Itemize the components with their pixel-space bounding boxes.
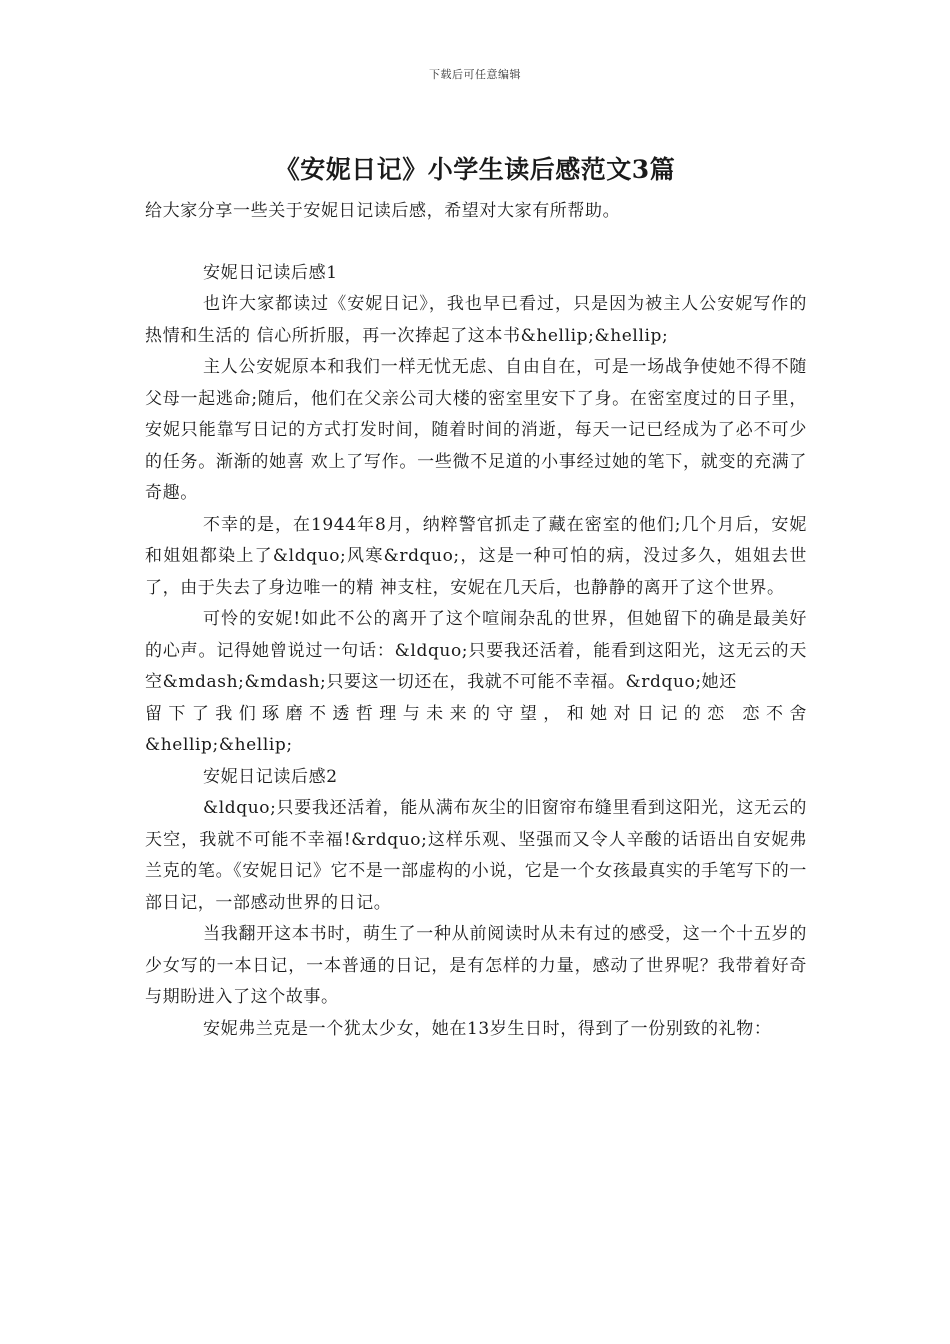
section-heading-2: 安妮日记读后感2 [203,766,338,787]
body-paragraph: 也许大家都读过《安妮日记》，我也早已看过，只是因为被主人公安妮写作的热情和生活的 信心所折服，再一次捧起了这本书&hellip;&hellip; [145,294,807,346]
body-paragraph: 可怜的安妮!如此不公的离开了这个喧闹杂乱的世界，但她留下的确是最美好的心声。记得她曾说过一句话：&ldquo;只要我还活着，能看到这阳光，这无云的天空&mdash;&mdash;只要这一切还在，我就不可能不幸福。&rdquo;她还 [145,609,807,692]
body-paragraph: 不幸的是，在1944年8月，纳粹警官抓走了藏在密室的他们;几个月后，安妮和姐姐都染上了&ldquo;风寒&rdquo;，这是一种可怕的病，没过多久，姐姐去世了，由于失去了身边唯一的精 神支柱，安妮在几天后，也静静的离开了这个世界。 [145,514,807,598]
intro-paragraph: 给大家分享一些关于安妮日记读后感，希望对大家有所帮助。 [145,201,621,221]
body-paragraph: 当我翻开这本书时，萌生了一种从前阅读时从未有过的感受，这一个十五岁的少女写的一本日记，一本普通的日记，是有怎样的力量，感动了世界呢？我带着好奇与期盼进入了这个故事。 [145,924,807,1007]
body-paragraph-line: &hellip;&hellip; [145,735,293,755]
section-heading-1: 安妮日记读后感1 [203,262,338,283]
document-title: 《安妮日记》小学生读后感范文3篇 [274,155,676,184]
body-paragraph: 安妮弗兰克是一个犹太少女，她在13岁生日时，得到了一份别致的礼物： [203,1018,772,1039]
body-paragraph: &ldquo;只要我还活着，能从满布灰尘的旧窗帘布缝里看到这阳光，这无云的天空，我就不可能不幸福!&rdquo;这样乐观、坚强而又令人辛酸的话语出自安妮弗兰克的笔。《安妮日记》它不是一部虚构的小说，它是一个女孩最真实的手笔写下的一部日记，一部感动世界的日记。 [145,798,807,913]
body-paragraph-line: 留下了我们琢磨不透哲理与未来的守望，和她对日记的恋 恋不舍 [145,703,807,724]
page-header-note: 下载后可任意编辑 [429,68,521,81]
body-paragraph: 主人公安妮原本和我们一样无忧无虑、自由自在，可是一场战争使她不得不随父母一起逃命;随后，他们在父亲公司大楼的密室里安下了身。在密室度过的日子里，安妮只能靠写日记的方式打发时间，随着时间的消逝，每天一记已经成为了必不可少的任务。渐渐的她喜 欢上了写作。一些微不足道的小事经过她的笔下，就变的充满了奇趣。 [145,357,807,503]
document-body [145,196,807,1045]
